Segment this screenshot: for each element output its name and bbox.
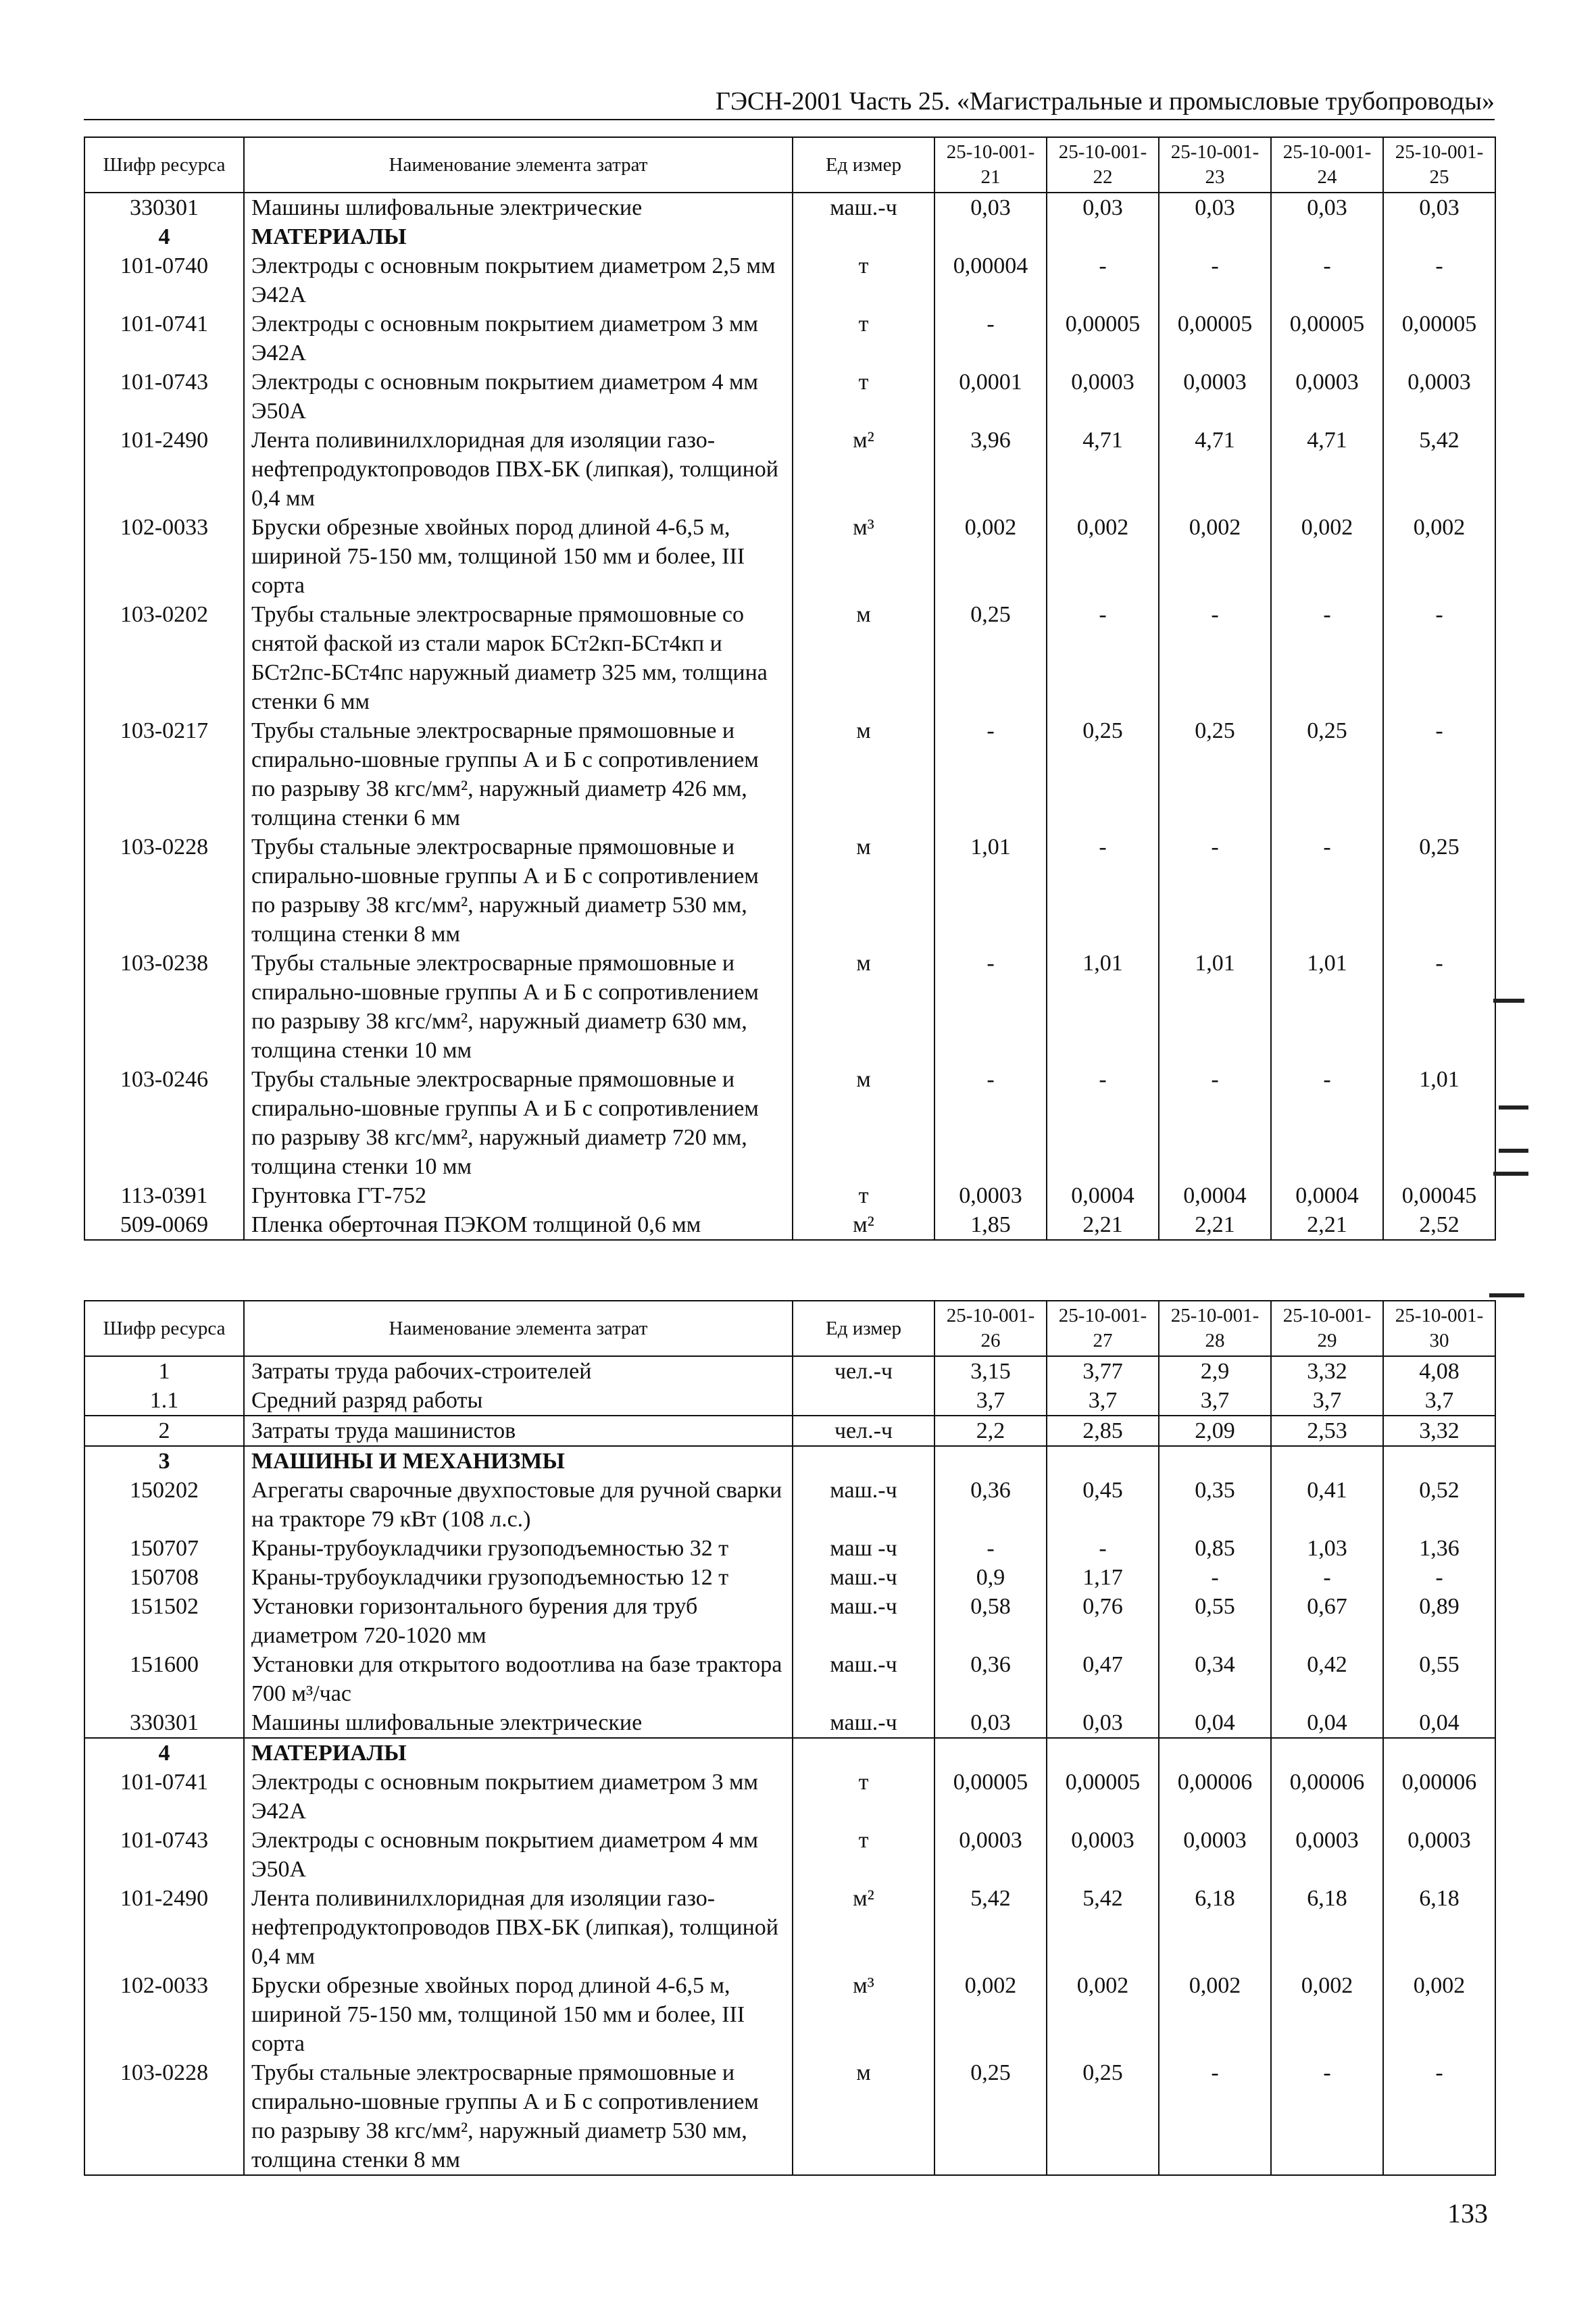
- value-cell: 1,01: [1383, 1065, 1495, 1181]
- value-cell: 3,96: [934, 426, 1047, 513]
- unit-cell: маш.-ч: [793, 1476, 934, 1534]
- value-cell: 0,0003: [1383, 1826, 1495, 1884]
- value-cell: 1,01: [934, 832, 1047, 949]
- value-cell: -: [934, 1534, 1047, 1563]
- value-cell: -: [1383, 1563, 1495, 1592]
- unit-cell: м³: [793, 1971, 934, 2058]
- resource-code-cell: 1: [84, 1356, 244, 1386]
- resource-code-cell: 101-0743: [84, 368, 244, 426]
- col-norm-header: 25-10-001-28: [1159, 1301, 1271, 1356]
- table-body: [84, 1356, 1495, 2175]
- value-cell: 6,18: [1159, 1884, 1271, 1971]
- value-cell: 0,52: [1383, 1476, 1495, 1534]
- value-cell: 2,9: [1159, 1356, 1271, 1386]
- table-body: [84, 193, 1495, 1240]
- resource-code-cell: 101-0741: [84, 309, 244, 368]
- resource-name-cell: Электроды с основным покрытием диаметром 3 мм Э42А: [244, 1768, 793, 1826]
- value-cell: 0,0004: [1271, 1181, 1383, 1210]
- value-cell: -: [1271, 1065, 1383, 1181]
- value-cell: 1,36: [1383, 1534, 1495, 1563]
- value-cell: [1383, 1738, 1495, 1768]
- unit-cell: м: [793, 1065, 934, 1181]
- value-cell: 0,03: [1271, 193, 1383, 222]
- value-cell: 0,0003: [1047, 368, 1159, 426]
- table-row: [84, 251, 1495, 309]
- unit-cell: [793, 1386, 934, 1416]
- table-row: [84, 600, 1495, 716]
- value-cell: [1271, 222, 1383, 251]
- resource-code-cell: 1.1: [84, 1386, 244, 1416]
- table-row: [84, 2058, 1495, 2175]
- value-cell: 2,09: [1159, 1416, 1271, 1446]
- value-cell: 6,18: [1271, 1884, 1383, 1971]
- table-row: [84, 1210, 1495, 1240]
- resource-name-cell: МАТЕРИАЛЫ: [244, 222, 793, 251]
- unit-cell: [793, 1446, 934, 1476]
- value-cell: 0,002: [1047, 1971, 1159, 2058]
- value-cell: -: [934, 1065, 1047, 1181]
- page-header: ГЭСН-2001 Часть 25. «Магистральные и промысловые трубопроводы»: [84, 86, 1495, 120]
- resource-code-cell: 101-0743: [84, 1826, 244, 1884]
- section-row: [84, 1446, 1495, 1476]
- col-code-header: Шифр ресурса: [84, 137, 244, 193]
- table-row: [84, 1065, 1495, 1181]
- table-row: [84, 832, 1495, 949]
- resource-code-cell: 102-0033: [84, 1971, 244, 2058]
- value-cell: 5,42: [934, 1884, 1047, 1971]
- resource-name-cell: Электроды с основным покрытием диаметром 4 мм Э50А: [244, 368, 793, 426]
- value-cell: 1,85: [934, 1210, 1047, 1240]
- value-cell: -: [1159, 600, 1271, 716]
- value-cell: 0,00005: [1383, 309, 1495, 368]
- value-cell: 0,35: [1159, 1476, 1271, 1534]
- margin-mark: [1499, 1149, 1528, 1153]
- resource-code-cell: 4: [84, 1738, 244, 1768]
- value-cell: -: [1159, 1065, 1271, 1181]
- unit-cell: т: [793, 251, 934, 309]
- resource-name-cell: МАТЕРИАЛЫ: [244, 1738, 793, 1768]
- value-cell: [1271, 1738, 1383, 1768]
- table-row: [84, 368, 1495, 426]
- resource-name-cell: Электроды с основным покрытием диаметром 2,5 мм Э42А: [244, 251, 793, 309]
- col-norm-header: 25-10-001-23: [1159, 137, 1271, 193]
- table-row: [84, 1563, 1495, 1592]
- value-cell: 0,41: [1271, 1476, 1383, 1534]
- value-cell: 3,7: [1047, 1386, 1159, 1416]
- unit-cell: маш.-ч: [793, 1592, 934, 1650]
- value-cell: 2,21: [1271, 1210, 1383, 1240]
- resource-code-cell: 2: [84, 1416, 244, 1446]
- table-row: [84, 1971, 1495, 2058]
- resource-code-cell: 330301: [84, 193, 244, 222]
- value-cell: 0,0004: [1159, 1181, 1271, 1210]
- col-norm-header: 25-10-001-24: [1271, 137, 1383, 193]
- value-cell: 1,01: [1159, 949, 1271, 1065]
- resource-code-cell: 103-0228: [84, 2058, 244, 2175]
- resource-code-cell: 101-0741: [84, 1768, 244, 1826]
- unit-cell: чел.-ч: [793, 1356, 934, 1386]
- resource-code-cell: 101-2490: [84, 1884, 244, 1971]
- table-row: [84, 1416, 1495, 1446]
- resource-name-cell: Трубы стальные электросварные прямошовные со снятой фаской из стали марок БСт2кп-БСт4кп и БСт2пс-БСт4пс наружный диаметр 325 мм, толщина стенки 6 мм: [244, 600, 793, 716]
- resource-code-cell: 330301: [84, 1708, 244, 1738]
- value-cell: 0,03: [934, 1708, 1047, 1738]
- value-cell: [1047, 1738, 1159, 1768]
- value-cell: 0,76: [1047, 1592, 1159, 1650]
- value-cell: 2,2: [934, 1416, 1047, 1446]
- resource-code-cell: 150708: [84, 1563, 244, 1592]
- value-cell: 3,77: [1047, 1356, 1159, 1386]
- table-row: [84, 1826, 1495, 1884]
- value-cell: 4,71: [1047, 426, 1159, 513]
- value-cell: 0,25: [934, 600, 1047, 716]
- value-cell: 4,71: [1159, 426, 1271, 513]
- value-cell: 0,9: [934, 1563, 1047, 1592]
- value-cell: -: [1159, 832, 1271, 949]
- value-cell: -: [934, 309, 1047, 368]
- value-cell: [1159, 1738, 1271, 1768]
- value-cell: 0,04: [1383, 1708, 1495, 1738]
- margin-mark: [1493, 999, 1524, 1003]
- resource-name-cell: Лента поливинилхлоридная для изоляции газо-нефтепродуктопроводов ПВХ-БК (липкая), толщиной 0,4 мм: [244, 426, 793, 513]
- resource-code-cell: 150202: [84, 1476, 244, 1534]
- resource-name-cell: Затраты труда машинистов: [244, 1416, 793, 1446]
- value-cell: 0,03: [1047, 1708, 1159, 1738]
- col-norm-header: 25-10-001-21: [934, 137, 1047, 193]
- value-cell: -: [934, 949, 1047, 1065]
- value-cell: 1,01: [1271, 949, 1383, 1065]
- col-norm-header: 25-10-001-26: [934, 1301, 1047, 1356]
- value-cell: 2,85: [1047, 1416, 1159, 1446]
- unit-cell: маш.-ч: [793, 1650, 934, 1708]
- unit-cell: м: [793, 832, 934, 949]
- value-cell: 0,0003: [1159, 1826, 1271, 1884]
- resource-name-cell: Установки для открытого водоотлива на базе трактора 700 м³/час: [244, 1650, 793, 1708]
- unit-cell: м²: [793, 1210, 934, 1240]
- value-cell: -: [1271, 832, 1383, 949]
- value-cell: 0,36: [934, 1476, 1047, 1534]
- unit-cell: м³: [793, 513, 934, 600]
- value-cell: [934, 1446, 1047, 1476]
- value-cell: 0,04: [1159, 1708, 1271, 1738]
- value-cell: 0,00005: [1047, 1768, 1159, 1826]
- table-row: [84, 716, 1495, 832]
- margin-mark: [1489, 1293, 1524, 1297]
- value-cell: [1383, 222, 1495, 251]
- col-norm-header: 25-10-001-22: [1047, 137, 1159, 193]
- table-row: [84, 1592, 1495, 1650]
- unit-cell: [793, 1738, 934, 1768]
- value-cell: 0,55: [1383, 1650, 1495, 1708]
- value-cell: 0,04: [1271, 1708, 1383, 1738]
- value-cell: 3,32: [1383, 1416, 1495, 1446]
- value-cell: 2,21: [1159, 1210, 1271, 1240]
- unit-cell: м: [793, 600, 934, 716]
- unit-cell: т: [793, 309, 934, 368]
- value-cell: 0,85: [1159, 1534, 1271, 1563]
- value-cell: 0,00006: [1383, 1768, 1495, 1826]
- resource-name-cell: Краны-трубоукладчики грузоподъемностью 12 т: [244, 1563, 793, 1592]
- table-header-row: [84, 137, 1495, 193]
- value-cell: 0,00004: [934, 251, 1047, 309]
- resource-name-cell: Средний разряд работы: [244, 1386, 793, 1416]
- value-cell: -: [934, 716, 1047, 832]
- resource-name-cell: Установки горизонтального бурения для труб диаметром 720-1020 мм: [244, 1592, 793, 1650]
- unit-cell: т: [793, 1181, 934, 1210]
- value-cell: 0,00006: [1159, 1768, 1271, 1826]
- unit-cell: т: [793, 1826, 934, 1884]
- value-cell: [1271, 1446, 1383, 1476]
- value-cell: 0,002: [1159, 513, 1271, 600]
- value-cell: 0,25: [1383, 832, 1495, 949]
- value-cell: 2,52: [1383, 1210, 1495, 1240]
- resource-code-cell: 151502: [84, 1592, 244, 1650]
- value-cell: 0,002: [1383, 1971, 1495, 2058]
- resource-name-cell: Грунтовка ГТ-752: [244, 1181, 793, 1210]
- col-norm-header: 25-10-001-30: [1383, 1301, 1495, 1356]
- unit-cell: маш.-ч: [793, 193, 934, 222]
- value-cell: 0,0003: [934, 1181, 1047, 1210]
- resource-code-cell: 103-0202: [84, 600, 244, 716]
- value-cell: 0,002: [1271, 513, 1383, 600]
- value-cell: 0,55: [1159, 1592, 1271, 1650]
- unit-cell: маш -ч: [793, 1534, 934, 1563]
- table-row: [84, 513, 1495, 600]
- value-cell: 3,15: [934, 1356, 1047, 1386]
- resource-code-cell: 103-0246: [84, 1065, 244, 1181]
- value-cell: -: [1383, 600, 1495, 716]
- resource-code-cell: 103-0228: [84, 832, 244, 949]
- resource-name-cell: Лента поливинилхлоридная для изоляции газо-нефтепродуктопроводов ПВХ-БК (липкая), толщиной 0,4 мм: [244, 1884, 793, 1971]
- value-cell: -: [1159, 251, 1271, 309]
- table-row: [84, 1708, 1495, 1738]
- value-cell: 4,71: [1271, 426, 1383, 513]
- value-cell: 0,0001: [934, 368, 1047, 426]
- value-cell: 0,0003: [1271, 368, 1383, 426]
- resource-name-cell: Трубы стальные электросварные прямошовные и спирально-шовные группы А и Б с сопротивлением по разрыву 38 кгс/мм², наружный диаметр 630 мм, толщина стенки 10 мм: [244, 949, 793, 1065]
- value-cell: 3,32: [1271, 1356, 1383, 1386]
- col-norm-header: 25-10-001-25: [1383, 137, 1495, 193]
- value-cell: [1159, 1446, 1271, 1476]
- resource-name-cell: Трубы стальные электросварные прямошовные и спирально-шовные группы А и Б с сопротивлением по разрыву 38 кгс/мм², наружный диаметр 426 мм, толщина стенки 6 мм: [244, 716, 793, 832]
- unit-cell: т: [793, 1768, 934, 1826]
- resource-code-cell: 4: [84, 222, 244, 251]
- value-cell: 3,7: [1271, 1386, 1383, 1416]
- value-cell: 0,47: [1047, 1650, 1159, 1708]
- value-cell: 2,21: [1047, 1210, 1159, 1240]
- unit-cell: м: [793, 949, 934, 1065]
- value-cell: 0,00005: [1047, 309, 1159, 368]
- value-cell: -: [1047, 1534, 1159, 1563]
- value-cell: 0,03: [1159, 193, 1271, 222]
- value-cell: 0,03: [1383, 193, 1495, 222]
- table-row: [84, 1386, 1495, 1416]
- table-row: [84, 309, 1495, 368]
- table-row: [84, 426, 1495, 513]
- resource-code-cell: 509-0069: [84, 1210, 244, 1240]
- value-cell: 0,0004: [1047, 1181, 1159, 1210]
- resource-name-cell: Бруски обрезные хвойных пород длиной 4-6,5 м, шириной 75-150 мм, толщиной 150 мм и более, III сорта: [244, 513, 793, 600]
- resource-name-cell: Краны-трубоукладчики грузоподъемностью 32 т: [244, 1534, 793, 1563]
- table-row: [84, 1356, 1495, 1386]
- unit-cell: м: [793, 716, 934, 832]
- unit-cell: маш.-ч: [793, 1708, 934, 1738]
- value-cell: -: [1271, 251, 1383, 309]
- value-cell: 5,42: [1383, 426, 1495, 513]
- table-row: [84, 193, 1495, 222]
- value-cell: 0,03: [934, 193, 1047, 222]
- value-cell: 0,25: [934, 2058, 1047, 2175]
- unit-cell: м: [793, 2058, 934, 2175]
- value-cell: [934, 1738, 1047, 1768]
- value-cell: 0,002: [934, 1971, 1047, 2058]
- value-cell: -: [1159, 1563, 1271, 1592]
- resource-code-cell: 103-0238: [84, 949, 244, 1065]
- margin-mark: [1493, 1172, 1528, 1176]
- value-cell: 0,002: [1047, 513, 1159, 600]
- unit-cell: чел.-ч: [793, 1416, 934, 1446]
- resource-code-cell: 101-2490: [84, 426, 244, 513]
- value-cell: 0,0003: [1383, 368, 1495, 426]
- resource-code-cell: 103-0217: [84, 716, 244, 832]
- page-number: 133: [1447, 2198, 1488, 2229]
- resource-name-cell: Агрегаты сварочные двухпостовые для ручной сварки на тракторе 79 кВт (108 л.с.): [244, 1476, 793, 1534]
- resource-name-cell: Затраты труда рабочих-строителей: [244, 1356, 793, 1386]
- resource-name-cell: Машины шлифовальные электрические: [244, 193, 793, 222]
- resource-name-cell: Пленка оберточная ПЭКОМ толщиной 0,6 мм: [244, 1210, 793, 1240]
- table-row: [84, 1650, 1495, 1708]
- value-cell: 3,7: [1383, 1386, 1495, 1416]
- value-cell: [1047, 1446, 1159, 1476]
- value-cell: 0,00005: [1159, 309, 1271, 368]
- value-cell: 0,25: [1047, 2058, 1159, 2175]
- value-cell: -: [1047, 832, 1159, 949]
- value-cell: 0,00005: [1271, 309, 1383, 368]
- value-cell: 1,03: [1271, 1534, 1383, 1563]
- value-cell: 0,42: [1271, 1650, 1383, 1708]
- value-cell: [934, 222, 1047, 251]
- value-cell: -: [1159, 2058, 1271, 2175]
- resource-name-cell: Машины шлифовальные электрические: [244, 1708, 793, 1738]
- value-cell: -: [1383, 2058, 1495, 2175]
- value-cell: 0,0003: [934, 1826, 1047, 1884]
- value-cell: 0,002: [1271, 1971, 1383, 2058]
- value-cell: 0,34: [1159, 1650, 1271, 1708]
- col-unit-header: Ед измер: [793, 1301, 934, 1356]
- resource-table-1: [84, 136, 1496, 1241]
- resource-name-cell: Трубы стальные электросварные прямошовные и спирально-шовные группы А и Б с сопротивлением по разрыву 38 кгс/мм², наружный диаметр 720 мм, толщина стенки 10 мм: [244, 1065, 793, 1181]
- value-cell: 0,25: [1271, 716, 1383, 832]
- table-row: [84, 1884, 1495, 1971]
- value-cell: -: [1271, 600, 1383, 716]
- value-cell: 0,03: [1047, 193, 1159, 222]
- resource-name-cell: Электроды с основным покрытием диаметром 4 мм Э50А: [244, 1826, 793, 1884]
- col-name-header: Наименование элемента затрат: [244, 1301, 793, 1356]
- col-name-header: Наименование элемента затрат: [244, 137, 793, 193]
- value-cell: 0,25: [1159, 716, 1271, 832]
- value-cell: 0,0003: [1159, 368, 1271, 426]
- value-cell: 0,0003: [1047, 1826, 1159, 1884]
- resource-code-cell: 102-0033: [84, 513, 244, 600]
- value-cell: -: [1383, 716, 1495, 832]
- resource-code-cell: 113-0391: [84, 1181, 244, 1210]
- resource-code-cell: 3: [84, 1446, 244, 1476]
- value-cell: 0,002: [1159, 1971, 1271, 2058]
- value-cell: [1159, 222, 1271, 251]
- value-cell: -: [1383, 251, 1495, 309]
- resource-code-cell: 151600: [84, 1650, 244, 1708]
- value-cell: 0,002: [934, 513, 1047, 600]
- value-cell: 3,7: [1159, 1386, 1271, 1416]
- unit-cell: маш.-ч: [793, 1563, 934, 1592]
- value-cell: 0,45: [1047, 1476, 1159, 1534]
- table-row: [84, 1181, 1495, 1210]
- value-cell: 6,18: [1383, 1884, 1495, 1971]
- resource-name-cell: Электроды с основным покрытием диаметром 3 мм Э42А: [244, 309, 793, 368]
- unit-cell: т: [793, 368, 934, 426]
- table-row: [84, 1534, 1495, 1563]
- value-cell: 1,01: [1047, 949, 1159, 1065]
- table-row: [84, 1768, 1495, 1826]
- value-cell: 0,00006: [1271, 1768, 1383, 1826]
- value-cell: 3,7: [934, 1386, 1047, 1416]
- table-header-row: [84, 1301, 1495, 1356]
- value-cell: -: [1047, 1065, 1159, 1181]
- margin-mark: [1499, 1105, 1528, 1110]
- resource-code-cell: 150707: [84, 1534, 244, 1563]
- resource-name-cell: МАШИНЫ И МЕХАНИЗМЫ: [244, 1446, 793, 1476]
- value-cell: [1047, 222, 1159, 251]
- col-code-header: Шифр ресурса: [84, 1301, 244, 1356]
- resource-code-cell: 101-0740: [84, 251, 244, 309]
- value-cell: 2,53: [1271, 1416, 1383, 1446]
- value-cell: -: [1047, 600, 1159, 716]
- value-cell: -: [1047, 251, 1159, 309]
- table-row: [84, 949, 1495, 1065]
- section-row: [84, 1738, 1495, 1768]
- value-cell: 1,17: [1047, 1563, 1159, 1592]
- value-cell: -: [1271, 1563, 1383, 1592]
- value-cell: 0,00005: [934, 1768, 1047, 1826]
- value-cell: 0,67: [1271, 1592, 1383, 1650]
- value-cell: 0,89: [1383, 1592, 1495, 1650]
- value-cell: 0,00045: [1383, 1181, 1495, 1210]
- resource-table-2: [84, 1300, 1496, 2176]
- col-unit-header: Ед измер: [793, 137, 934, 193]
- resource-name-cell: Трубы стальные электросварные прямошовные и спирально-шовные группы А и Б с сопротивлением по разрыву 38 кгс/мм², наружный диаметр 530 мм, толщина стенки 8 мм: [244, 2058, 793, 2175]
- col-norm-header: 25-10-001-29: [1271, 1301, 1383, 1356]
- value-cell: 0,36: [934, 1650, 1047, 1708]
- table-row: [84, 1476, 1495, 1534]
- col-norm-header: 25-10-001-27: [1047, 1301, 1159, 1356]
- value-cell: -: [1383, 949, 1495, 1065]
- value-cell: 0,002: [1383, 513, 1495, 600]
- value-cell: 4,08: [1383, 1356, 1495, 1386]
- resource-name-cell: Бруски обрезные хвойных пород длиной 4-6,5 м, шириной 75-150 мм, толщиной 150 мм и более, III сорта: [244, 1971, 793, 2058]
- unit-cell: м²: [793, 426, 934, 513]
- unit-cell: м²: [793, 1884, 934, 1971]
- value-cell: 0,0003: [1271, 1826, 1383, 1884]
- section-row: [84, 222, 1495, 251]
- unit-cell: [793, 222, 934, 251]
- value-cell: 5,42: [1047, 1884, 1159, 1971]
- resource-name-cell: Трубы стальные электросварные прямошовные и спирально-шовные группы А и Б с сопротивлением по разрыву 38 кгс/мм², наружный диаметр 530 мм, толщина стенки 8 мм: [244, 832, 793, 949]
- value-cell: 0,58: [934, 1592, 1047, 1650]
- value-cell: -: [1271, 2058, 1383, 2175]
- value-cell: 0,25: [1047, 716, 1159, 832]
- value-cell: [1383, 1446, 1495, 1476]
